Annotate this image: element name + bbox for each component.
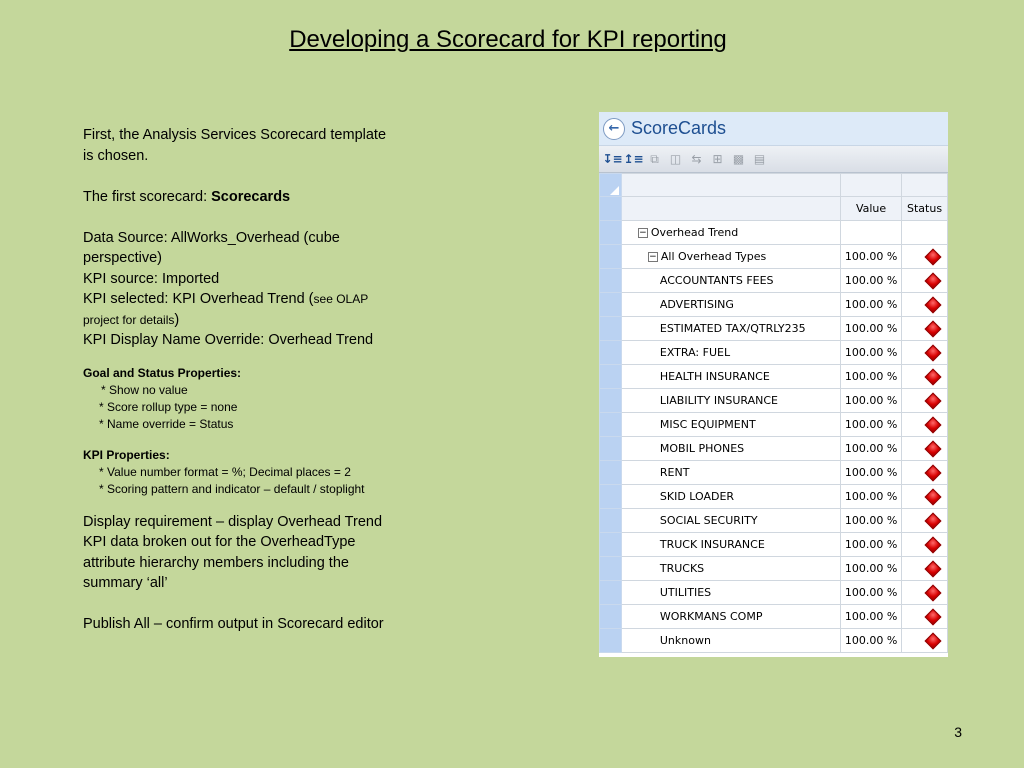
intro-line-1: First, the Analysis Services Scorecard template <box>83 127 387 143</box>
table-row[interactable] <box>600 533 948 557</box>
red-diamond-icon <box>925 513 942 530</box>
kpi-selected-suffix: ) <box>174 311 180 328</box>
table-row[interactable] <box>600 293 948 317</box>
red-diamond-icon <box>925 489 942 506</box>
grid-header <box>600 197 948 221</box>
grid-corner[interactable] <box>600 174 622 197</box>
row-name[interactable]: WORKMANS COMP <box>621 605 840 629</box>
red-diamond-icon <box>925 465 942 482</box>
table-row[interactable] <box>600 317 948 341</box>
row-name[interactable]: UTILITIES <box>621 581 840 605</box>
row-status[interactable] <box>902 509 948 533</box>
row-status[interactable] <box>902 485 948 509</box>
row-name[interactable]: ADVERTISING <box>621 293 840 317</box>
row-status[interactable] <box>902 365 948 389</box>
row-value[interactable]: 100.00 % <box>841 389 902 413</box>
back-arrow-icon[interactable]: ← <box>603 118 625 140</box>
row-value[interactable]: 100.00 % <box>841 581 902 605</box>
red-diamond-icon <box>925 585 942 602</box>
root-label: Overhead Trend <box>650 226 739 239</box>
row-name[interactable]: RENT <box>621 461 840 485</box>
goal-status-item: * Name override = Status <box>99 416 234 431</box>
table-row[interactable] <box>600 269 948 293</box>
display-req-line-3: attribute hierarchy members including the <box>83 554 349 571</box>
kpi-source: KPI source: Imported <box>83 270 220 287</box>
sort-descending-icon[interactable]: ↧≡ <box>602 152 623 166</box>
row-name[interactable]: MOBIL PHONES <box>621 437 840 461</box>
red-diamond-icon <box>925 297 942 314</box>
scorecard-panel <box>599 112 948 657</box>
row-name[interactable]: HEALTH INSURANCE <box>621 365 840 389</box>
kpi-display-name: KPI Display Name Override: Overhead Trend <box>83 332 374 348</box>
row-name[interactable]: ACCOUNTANTS FEES <box>621 269 840 293</box>
red-diamond-icon <box>925 249 942 266</box>
red-diamond-icon <box>925 417 942 434</box>
row-name[interactable]: TRUCK INSURANCE <box>621 533 840 557</box>
scorecard-header <box>599 112 948 146</box>
row-value[interactable]: 100.00 % <box>841 341 902 365</box>
table-row[interactable] <box>600 365 948 389</box>
row-value[interactable]: 100.00 % <box>841 629 902 653</box>
first-scorecard-label: The first scorecard: <box>83 188 212 205</box>
red-diamond-icon <box>925 537 942 554</box>
row-name[interactable]: ESTIMATED TAX/QTRLY235 <box>621 317 840 341</box>
row-value[interactable]: 100.00 % <box>841 509 902 533</box>
display-req-line-1: Display requirement – display Overhead Trend <box>83 513 383 530</box>
row-status[interactable] <box>902 413 948 437</box>
kpi-selected-prefix: KPI selected: KPI Overhead Trend ( <box>83 291 314 307</box>
row-status[interactable] <box>902 341 948 365</box>
first-scorecard-value: Scorecards <box>211 188 291 205</box>
scorecard-toolbar <box>599 146 948 173</box>
red-diamond-icon <box>925 609 942 626</box>
row-value[interactable]: 100.00 % <box>841 485 902 509</box>
page-number: 3 <box>954 724 962 740</box>
swap-icon[interactable]: ⇆ <box>691 152 702 166</box>
table-row[interactable] <box>600 341 948 365</box>
table-row[interactable] <box>600 629 948 653</box>
row-value[interactable]: 100.00 % <box>841 533 902 557</box>
publish-line: Publish All – confirm output in Scorecard editor <box>83 616 384 632</box>
row-status[interactable] <box>902 269 948 293</box>
value-column-header[interactable]: Value <box>841 197 902 221</box>
red-diamond-icon <box>925 321 942 338</box>
table-row[interactable] <box>600 605 948 629</box>
row-value[interactable]: 100.00 % <box>841 269 902 293</box>
table-row-group[interactable] <box>600 245 948 269</box>
sort-ascending-icon[interactable]: ↥≡ <box>623 152 644 166</box>
row-name[interactable]: SOCIAL SECURITY <box>621 509 840 533</box>
intro-line-2: is chosen. <box>83 147 149 164</box>
row-value[interactable]: 100.00 % <box>841 437 902 461</box>
row-status[interactable] <box>902 557 948 581</box>
red-diamond-icon <box>925 441 942 458</box>
row-value[interactable]: 100.00 % <box>841 461 902 485</box>
kpi-props-heading: KPI Properties: <box>83 447 170 462</box>
table-row[interactable] <box>600 557 948 581</box>
chart-icon[interactable]: ▩ <box>732 152 745 166</box>
table-row-root[interactable] <box>600 221 948 245</box>
group-value[interactable]: 100.00 % <box>841 245 902 269</box>
row-status[interactable] <box>902 605 948 629</box>
display-req-line-4: summary ‘all’ <box>83 575 168 591</box>
goal-status-heading: Goal and Status Properties: <box>83 365 242 380</box>
table-row[interactable] <box>600 413 948 437</box>
scorecard-title: ScoreCards <box>631 118 727 138</box>
row-value[interactable]: 100.00 % <box>841 365 902 389</box>
kpi-selected-note-1: see OLAP <box>313 292 369 306</box>
row-value[interactable]: 100.00 % <box>841 557 902 581</box>
grid-header-top <box>600 174 948 197</box>
row-status[interactable] <box>902 533 948 557</box>
kpi-selected-note-2: project for details <box>83 312 175 327</box>
group-label: All Overhead Types <box>660 250 767 263</box>
copy-icon[interactable]: ⧉ <box>650 151 659 166</box>
scorecard-grid <box>599 173 948 653</box>
row-name[interactable]: TRUCKS <box>621 557 840 581</box>
data-source-line-1: Data Source: AllWorks_Overhead (cube <box>83 229 340 246</box>
red-diamond-icon <box>925 633 942 650</box>
status-column-header[interactable]: Status <box>902 197 948 221</box>
row-name[interactable]: MISC EQUIPMENT <box>621 413 840 437</box>
row-status[interactable] <box>902 293 948 317</box>
goal-status-item: * Show no value <box>101 382 188 397</box>
table-row[interactable] <box>600 509 948 533</box>
table-row[interactable] <box>600 437 948 461</box>
expand-icon[interactable]: ⊞ <box>712 152 723 166</box>
table-row[interactable] <box>600 581 948 605</box>
row-status[interactable] <box>902 437 948 461</box>
kpi-props-item: * Value number format = %; Decimal places = 2 <box>99 464 351 479</box>
kpi-selected-cont <box>83 310 443 331</box>
row-name[interactable]: Unknown <box>621 629 840 653</box>
slide-title: Developing a Scorecard for KPI reporting <box>289 26 727 53</box>
row-value[interactable]: 100.00 % <box>841 413 902 437</box>
row-status[interactable] <box>902 629 948 653</box>
red-diamond-icon <box>925 561 942 578</box>
display-req-line-2: KPI data broken out for the OverheadType <box>83 534 356 550</box>
row-name[interactable]: SKID LOADER <box>621 485 840 509</box>
row-name[interactable]: LIABILITY INSURANCE <box>621 389 840 413</box>
collapse-icon[interactable]: − <box>639 228 647 238</box>
table-row[interactable] <box>600 485 948 509</box>
kpi-selected <box>83 289 443 310</box>
red-diamond-icon <box>925 345 942 362</box>
row-status[interactable] <box>902 461 948 485</box>
red-diamond-icon <box>925 393 942 410</box>
properties-icon[interactable]: ▤ <box>753 152 766 166</box>
row-value[interactable]: 100.00 % <box>841 605 902 629</box>
goal-status-item: * Score rollup type = none <box>99 399 238 414</box>
data-source-line-2: perspective) <box>83 250 162 266</box>
filter-icon[interactable]: ◫ <box>669 152 682 166</box>
collapse-icon[interactable]: − <box>649 252 657 262</box>
first-scorecard <box>83 187 443 208</box>
row-value[interactable]: 100.00 % <box>841 293 902 317</box>
kpi-props-item: * Scoring pattern and indicator – default / stoplight <box>99 481 365 496</box>
row-status[interactable] <box>902 389 948 413</box>
row-name[interactable]: EXTRA: FUEL <box>621 341 840 365</box>
row-status[interactable] <box>902 581 948 605</box>
red-diamond-icon <box>925 273 942 290</box>
row-status[interactable] <box>902 317 948 341</box>
table-row[interactable] <box>600 461 948 485</box>
table-row[interactable] <box>600 389 948 413</box>
red-diamond-icon <box>925 369 942 386</box>
row-value[interactable]: 100.00 % <box>841 317 902 341</box>
description-text <box>83 125 443 635</box>
